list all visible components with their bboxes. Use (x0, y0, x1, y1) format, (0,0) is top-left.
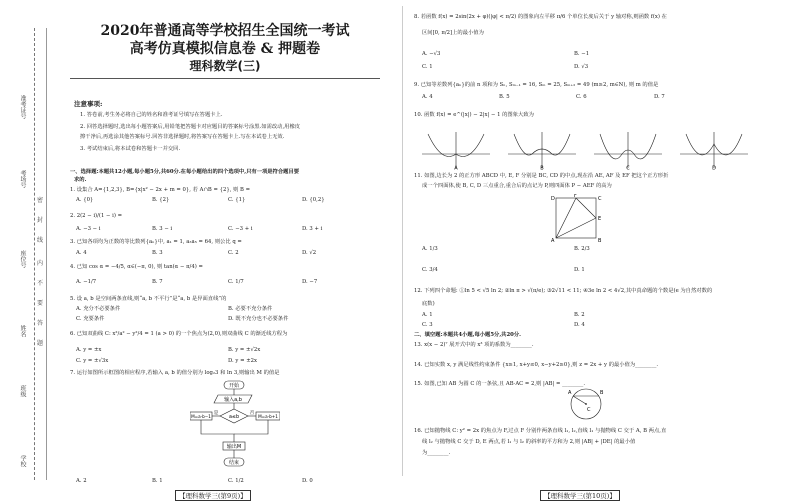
option: C. 1/2 (228, 478, 244, 484)
right-page (414, 0, 786, 503)
circle-figure (566, 382, 606, 422)
seal-char: 要 (37, 300, 44, 307)
question-stem: 6. 已知双曲线 C: x²/a² − y²/4 = 1 (a > 0) 的一个焦点为(2,0),则双曲线 C 的渐近线方程为 (70, 331, 288, 337)
question-stem: 12. 下列四个命题: ①ln 5 < √5 ln 2; ②ln π > √(π/e); ③2√11 < 11; ④3e ln 2 < 4√2,其中真命题的个数是(e 为自然对数的 (414, 288, 713, 294)
option: B. 2/3 (574, 246, 590, 252)
fill-question-cont: 线 l₂ 与抛物线 C 交于 D, E 两点,若 l₁ 与 l₂ 的斜率的平方和为 2,则 |AB| + |DE| 的最小值 (422, 439, 636, 445)
option: C. 1 (422, 64, 433, 70)
question-stem: 5. 设 a, b 是空间两条直线,则“a, b 不平行”是“a, b 是异面直线”的 (70, 296, 227, 302)
notice-item: 3. 考试结束后,将本试卷和答题卡一并交回. (80, 146, 181, 152)
question-stem-cont: 底数) (422, 301, 435, 307)
graph-label-a: A (454, 165, 458, 170)
flow-left-box: M=a·b−1 (191, 414, 211, 419)
seal-char: 答 (37, 320, 44, 327)
option: B. 5 (499, 94, 510, 100)
fill-question: 15. 如图,已知 AB 为圆 C 的一条弦,且 AB·AC = 2,则 |AB| = ________. (414, 381, 586, 387)
option: D. {0,2} (302, 197, 325, 203)
question-stem: 11. 如图,边长为 2 的正方形 ABCD 中, E, F 分别是 BC, CD 的中点,现在沿 AE, AF 及 EF 把这个正方形折 (414, 173, 669, 179)
question-stem: 9. 已知等差数列{aₙ}的前 n 项和为 Sₙ, Sₘ₋₁ = 16, Sₘ = 25, Sₘ₊₂ = 49 (m≥2, m∈N), 则 m 的值是 (414, 82, 659, 88)
option: A. {0} (76, 197, 94, 203)
option: A. −√3 (422, 51, 441, 57)
question-stem: 4. 已知 cos α = −4/5, α∈(−π, 0), 则 tan(α − π/4) = (70, 264, 203, 270)
circle-label-a: A (568, 390, 572, 396)
option: B. 1 (152, 478, 163, 484)
option: B. 3 (152, 250, 163, 256)
left-page (70, 0, 380, 503)
circle-label-b: B (600, 390, 604, 396)
name-label: 姓名 (19, 325, 26, 337)
footer-right: 【理科数学三(第10页)】 (540, 490, 620, 501)
fill-question: 13. x(x − 2)⁷ 展开式中的 x³ 项的系数为________. (414, 342, 534, 348)
option: D. 7 (654, 94, 665, 100)
seal-char: 不 (37, 280, 44, 287)
option: B. −1 (574, 51, 590, 57)
option: A. −3 − i (76, 226, 101, 232)
option: B. 7 (152, 279, 163, 285)
option: C. y = ±√3x (76, 358, 109, 364)
option: B. 2 (574, 312, 585, 318)
room-number-label: 考场号 (19, 170, 26, 188)
question-stem: 10. 函数 f(x) = e^(|x|) − 2|x| − 1 的图象大致为 (414, 112, 534, 118)
option: C. −3 + i (228, 226, 253, 232)
fig-label-d: D (551, 196, 555, 202)
option: D. −7 (302, 279, 318, 285)
title-line-2: 高考仿真模拟信息卷 & 押题卷 (129, 41, 321, 57)
flow-right-box: M=a·b+1 (258, 414, 278, 419)
circle-label-c: C (587, 407, 591, 413)
graph-label-c: C (626, 165, 630, 170)
option: C. 充要条件 (76, 316, 105, 322)
question-stem: 8. 若函数 f(x) = 2sin(2x + φ)(|φ| < π/2) 的图象向左平移 π/6 个单位长度后关于 y 轴对称,则函数 f(x) 在 (414, 14, 667, 20)
section1-header: 一、选择题:本题共12小题,每小题5分,共60分.在每小题给出的四个选项中,只有一项是符合题目要 (70, 169, 300, 175)
option: C. 3 (422, 322, 433, 328)
option: D. √2 (302, 250, 317, 256)
option: D. 0 (302, 478, 313, 484)
option: C. 6 (576, 94, 587, 100)
flow-yes: 是 (213, 411, 219, 416)
flow-start: 开始 (228, 383, 240, 390)
option: C. 3/4 (422, 267, 438, 273)
question-stem: 2. 2(2 − i)/(1 − i) = (70, 213, 123, 219)
option: A. 1/3 (422, 246, 438, 252)
notice-item: 擦干净后,再选涂其他答案标号.回答非选择题时,将答案写在答题卡上.写在本试卷上无效. (80, 134, 285, 140)
option: A. 4 (422, 94, 433, 100)
option: A. 4 (76, 250, 87, 256)
function-graphs (420, 130, 760, 170)
title-rule (70, 78, 380, 79)
title-line-3: 理科数学(三) (189, 59, 261, 73)
question-stem: 3. 已知各项均为正数的等比数列{aₙ}中, a₁ = 1, a₃a₅ = 64, 则公比 q = (70, 239, 242, 245)
flow-input: 输入a,b (224, 397, 242, 403)
seal-line (46, 28, 47, 480)
option: B. {2} (152, 197, 170, 203)
option: D. 既不充分也不必要条件 (228, 316, 289, 322)
option: C. 2 (228, 250, 239, 256)
section1-header-cont: 求的. (74, 177, 87, 183)
option: A. 1 (422, 312, 433, 318)
fill-question: 14. 已知实数 x, y 满足线性约束条件 {x≥1, x+y≤0, x−y+2≥0},则 z = 2x + y 的最小值为________. (414, 362, 659, 368)
fig-label-e: E (598, 216, 602, 222)
question-stem: 7. 运行如图所示框图的相应程序,若输入 a, b 的值分别为 log₂3 和 ln 3,则输出 M 的值是 (70, 370, 280, 376)
flow-output: 输出M (226, 444, 242, 450)
option: D. 4 (574, 322, 585, 328)
option: B. 必要不充分条件 (228, 306, 273, 312)
square-figure (550, 194, 604, 244)
section2-header: 二、填空题:本题共4小题,每小题5分,共20分. (414, 332, 521, 338)
seal-char: 内 (37, 260, 44, 267)
option: D. 3 + i (302, 226, 323, 232)
graph-label-b: B (540, 165, 544, 170)
flowchart-figure (190, 380, 280, 476)
title-line-1: 2020年普通高等学校招生全国统一考试 (100, 23, 350, 39)
option: A. 充分不必要条件 (76, 306, 121, 312)
graph-label-d: D (712, 165, 716, 170)
page-divider (402, 6, 403, 476)
flow-end: 结束 (228, 460, 240, 466)
option: C. {1} (228, 197, 246, 203)
seal-char: 线 (37, 237, 44, 244)
fill-question: 16. 已知抛物线 C: y² = 2x 的焦点为 F,过点 F 分别作两条直线 l₁, l₂,直线 l₁ 与抛物线 C 交于 A, B 两点,直 (414, 428, 667, 434)
seat-number-label: 座位号 (19, 250, 26, 268)
school-label: 学校 (19, 455, 26, 467)
option: B. 3 − i (152, 226, 173, 232)
seal-char: 题 (37, 340, 44, 347)
notice-item: 2. 回答选择题时,选出每小题答案后,用铅笔把答题卡对应题目的答案标号涂黑.如需改动,用橡皮 (80, 124, 301, 130)
option: A. −1/7 (76, 279, 97, 285)
seal-char: 密 (37, 197, 44, 204)
option: D. y = ±2x (228, 358, 258, 364)
question-stem: 1. 设集合 A={1,2,3}, B={x|x² − 2x + m = 0}, 若 A∩B = {2}, 则 B = (70, 187, 251, 193)
fig-label-f: F (574, 194, 577, 199)
flow-no: 否 (249, 411, 255, 416)
option: B. y = ±√2x (228, 347, 261, 353)
question-stem-cont: 区间[0, π/2]上的最小值为 (422, 30, 484, 36)
fig-label-a: A (551, 238, 555, 244)
option: C. 1/7 (228, 279, 244, 285)
notice-title: 注意事项: (74, 100, 103, 108)
flow-condition: a≤b (228, 415, 240, 420)
binding-strip (0, 0, 52, 503)
notice-item: 1. 答卷前,考生务必将自己的姓名和准考证号填写在答题卡上. (80, 112, 223, 118)
option: D. √3 (574, 64, 589, 70)
class-label: 班级 (19, 385, 26, 397)
footer-left: 【理科数学三(第9页)】 (175, 490, 251, 501)
option: A. y = ±x (76, 347, 102, 353)
fig-label-b: B (598, 238, 602, 244)
dashed-seal-line (34, 28, 35, 480)
option: A. 2 (76, 478, 87, 484)
exam-number-label: 准考证号 (19, 95, 26, 119)
fill-question-cont: 为________. (422, 450, 451, 456)
fig-label-c: C (598, 196, 602, 202)
option: D. 1 (574, 267, 585, 273)
seal-char: 封 (37, 217, 44, 224)
question-stem-cont: 成一个四面体,使 B, C, D 三点重合,重合后的点记为 P,则四面体 P − AEF 的高为 (422, 183, 612, 189)
